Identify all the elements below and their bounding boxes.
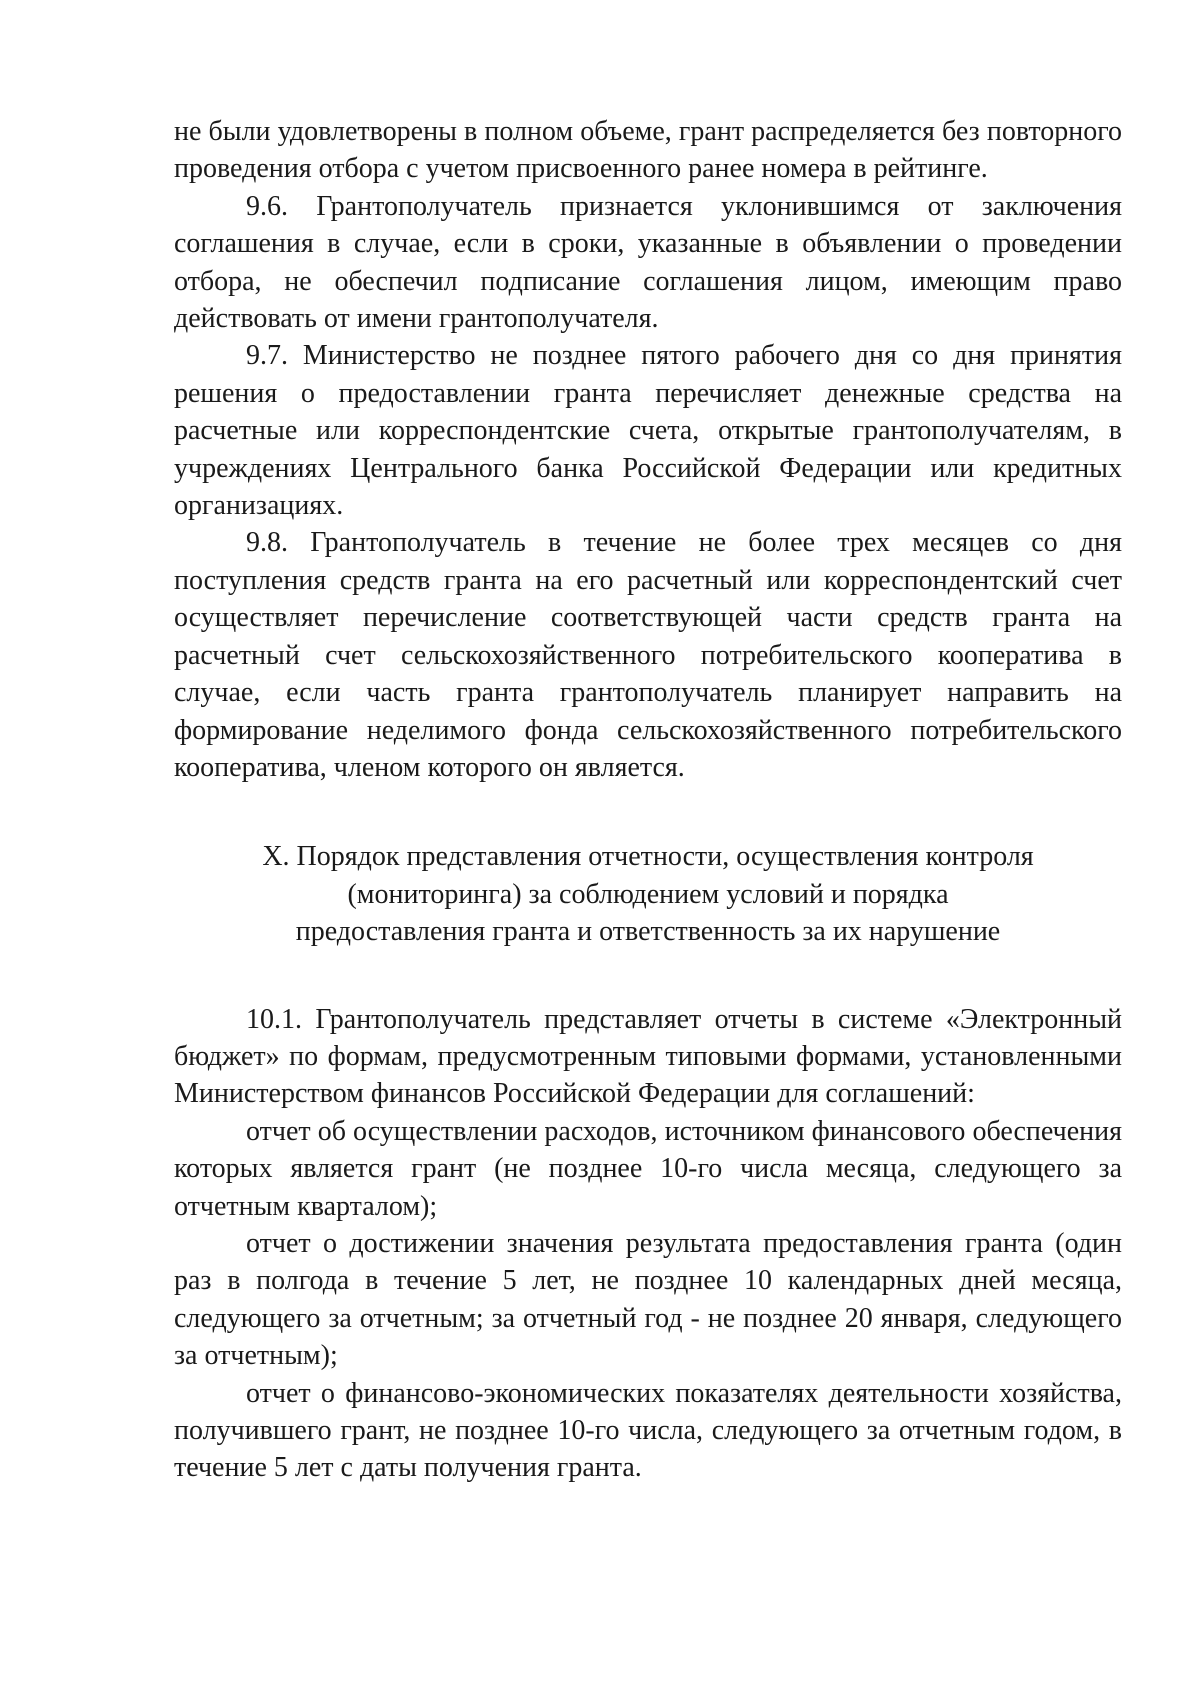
section-heading [174, 838, 1122, 950]
section-heading-line-1: X. Порядок представления отчетности, осуществления контроля [262, 841, 1034, 873]
paragraph-report-financial: отчет о финансово-экономических показателях деятельности хозяйства, получившего грант, не позднее 10-го числа, следующего за отчетным годом, в течение 5 лет с даты получения гранта. [174, 1377, 1122, 1484]
paragraph-9-7: 9.7. Министерство не позднее пятого рабочего дня со дня принятия решения о предоставлении гранта перечисляет денежные средства на расчетные или корреспондентские счета, открытые грантополучателям, в учреждениях Центрального банка Российской Федерации или кредитных организациях. [174, 340, 1122, 522]
paragraph-report-expenses: отчет об осуществлении расходов, источником финансового обеспечения которых является грант (не позднее 10-го числа месяца, следующего за отчетным кварталом); [174, 1115, 1122, 1222]
paragraph-9-8: 9.8. Грантополучатель в течение не более трех месяцев со дня поступления средств гранта на его расчетный или корреспондентский счет осуществляет перечисление соответствующей части средств гранта на расчетный счет сельскохозяйственного потребительского кооператива в случае, если часть гранта грантополучатель планирует направить на формирование неделимого фонда сельскохозяйственного потребительского кооператива, членом которого он является. [174, 527, 1122, 783]
paragraph-report-result: отчет о достижении значения результата предоставления гранта (один раз в полгода в течение 5 лет, не позднее 10 календарных дней месяца, следующего за отчетным; за отчетный год - не позднее 20 января, следующего за отчетным); [174, 1227, 1122, 1372]
paragraph-continuation: не были удовлетворены в полном объеме, грант распределяется без повторного проведения отбора с учетом присвоенного ранее номера в рейтинге. [174, 116, 1122, 185]
paragraph-10-1: 10.1. Грантополучатель представляет отчеты в системе «Электронный бюджет» по формам, предусмотренным типовыми формами, установленными Министерством финансов Российской Федерации для соглашений: [174, 1003, 1122, 1110]
section-heading-line-2: (мониторинга) за соблюдением условий и порядка [347, 878, 949, 910]
section-heading-line-3: предоставления гранта и ответственность за их нарушение [295, 916, 1001, 948]
document-page [174, 113, 1122, 1487]
paragraph-9-6: 9.6. Грантополучатель признается уклонившимся от заключения соглашения в случае, если в сроки, указанные в объявлении о проведении отбора, не обеспечил подписание соглашения лицом, имеющим право действовать от имени грантополучателя. [174, 190, 1122, 335]
